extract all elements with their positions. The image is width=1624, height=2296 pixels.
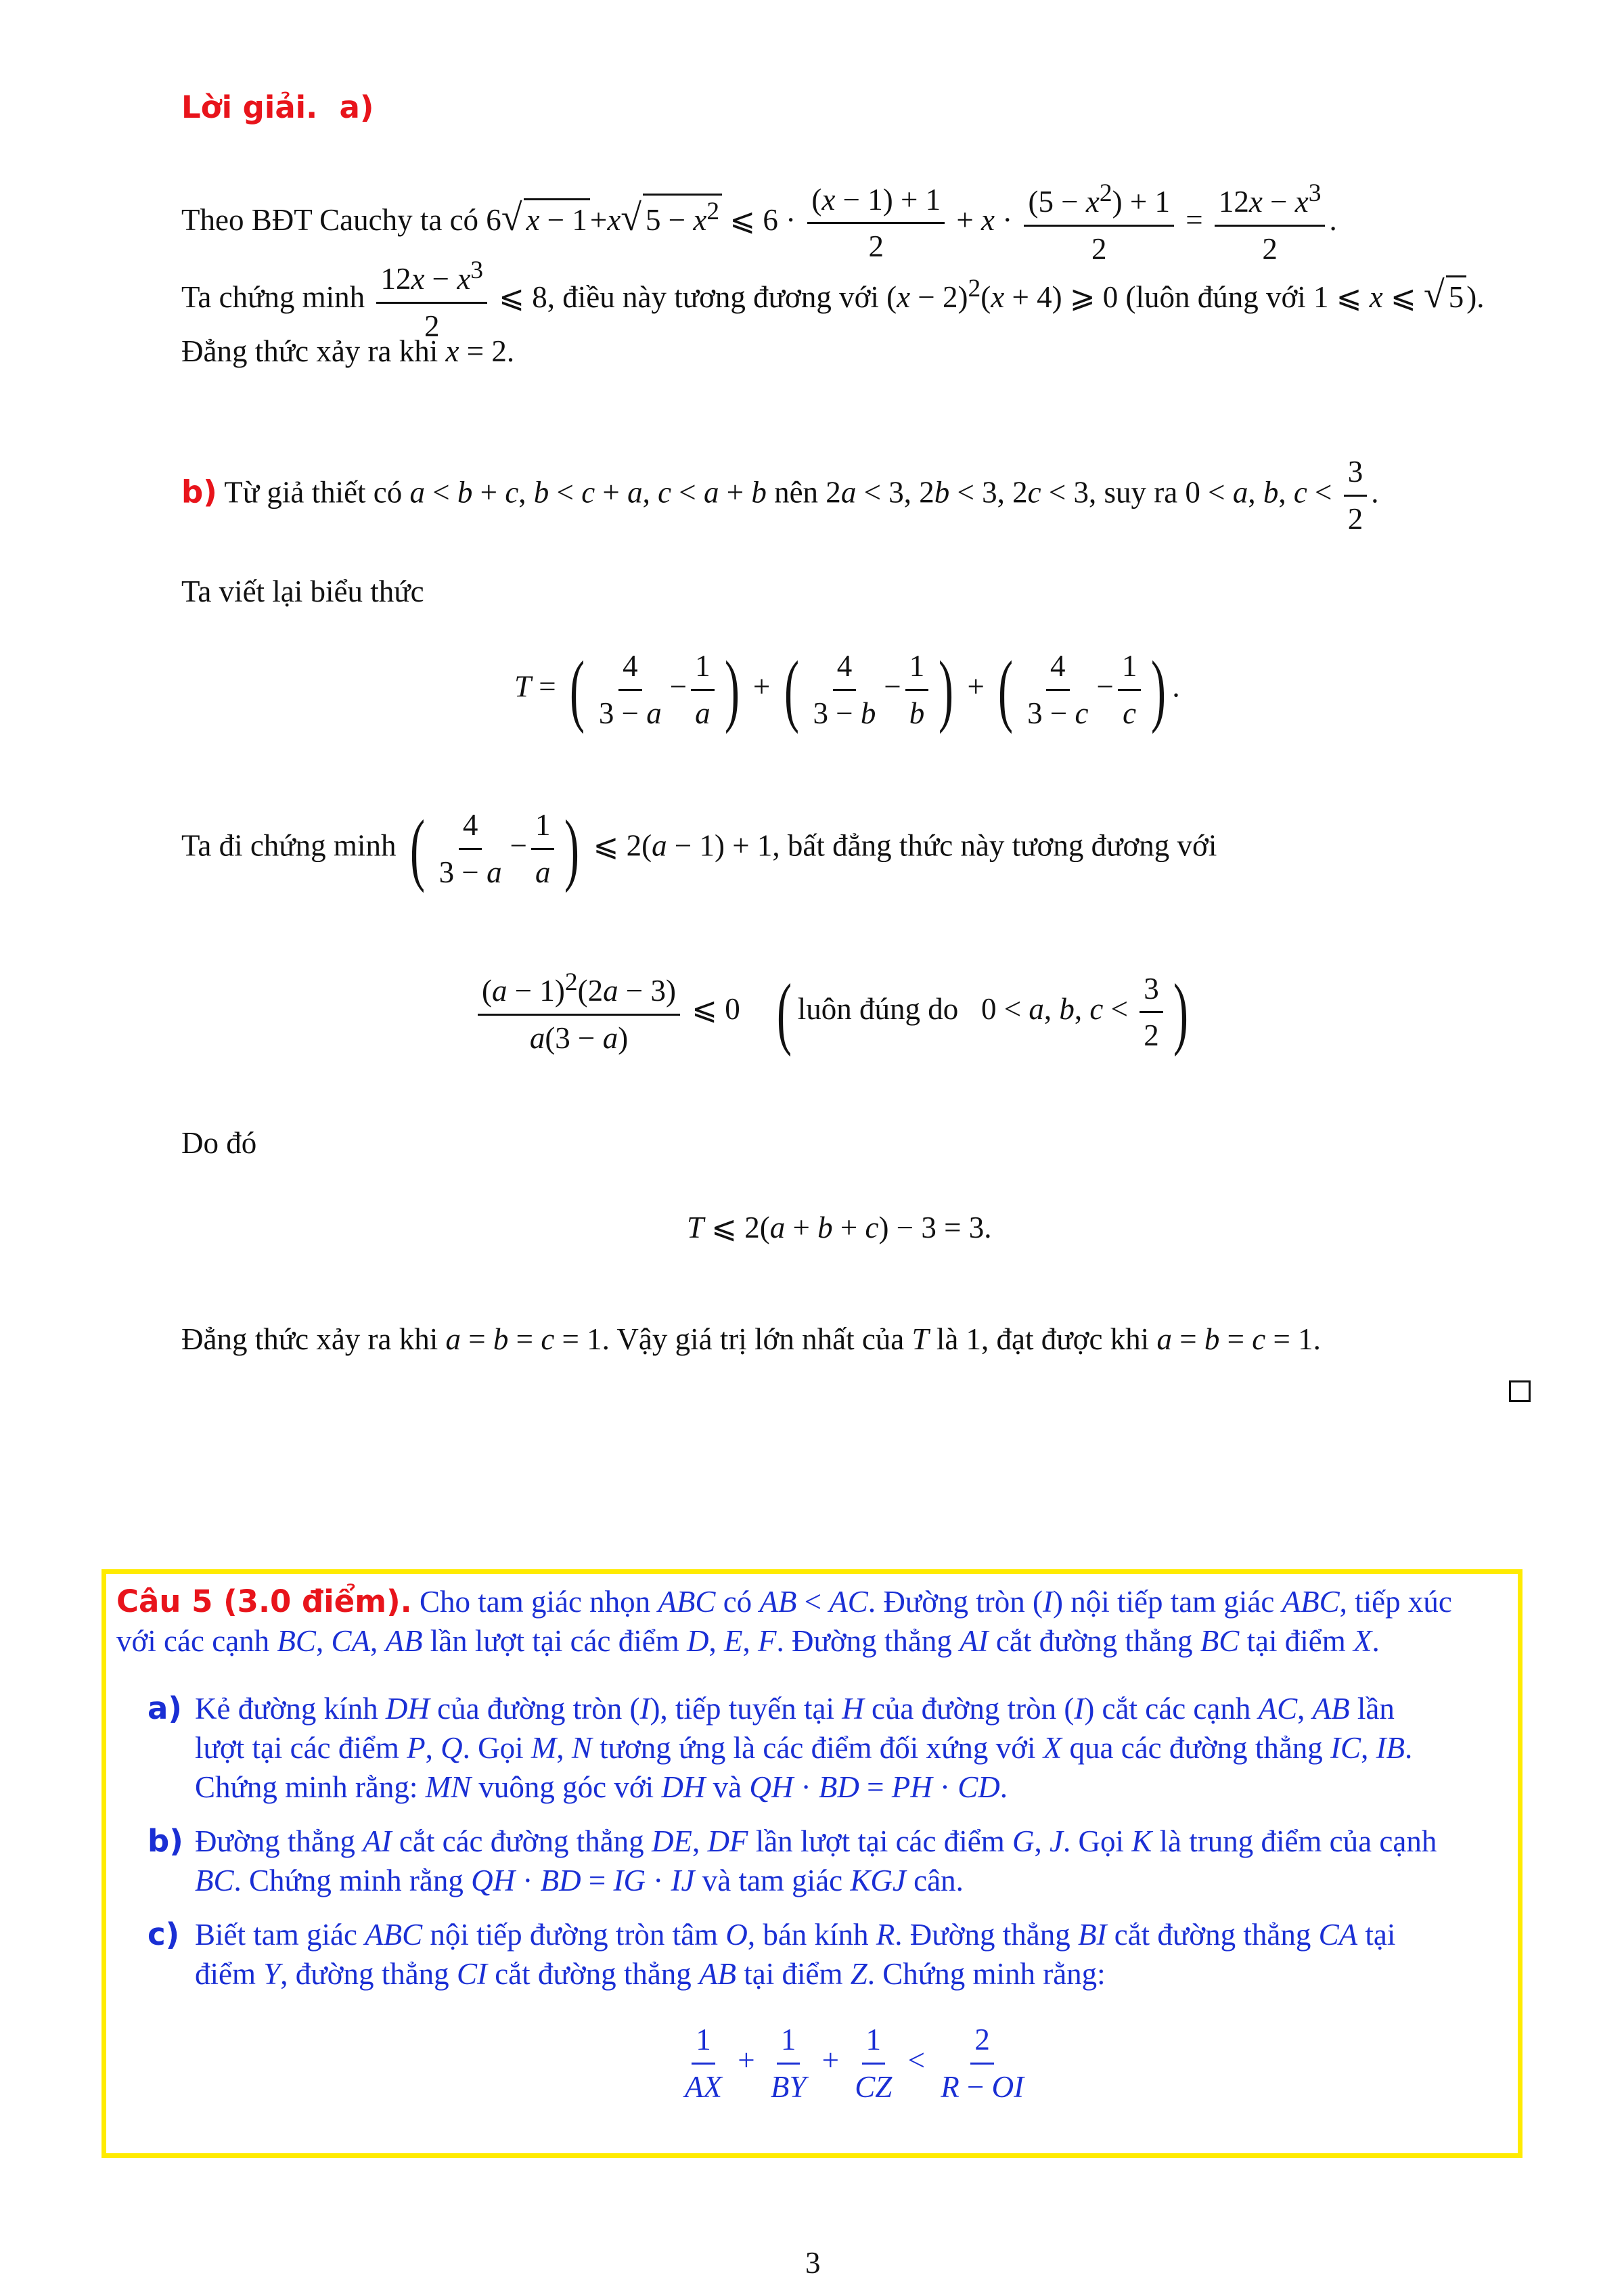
page-number: 3 [805, 2246, 821, 2280]
item-b-label: b) [148, 1823, 183, 1859]
a-line1-text: Theo BĐT Cauchy ta có 6√ x − 1+x√ $5 - x^2$ ⩽ 6 · [181, 203, 796, 237]
item-b-line-1: Đường thẳng AI cắt các đường thẳng DE, DF lần lượt tại các điểm G, J. Gọi K là trung điểm của cạnh [195, 1824, 1437, 1858]
item-a-label: a) [148, 1690, 182, 1726]
item-a-line-2: lượt tại các điểm P, Q. Gọi M, N tương ứng là các điểm đối xứng với X qua các đường thẳng IC, IB. [195, 1731, 1413, 1765]
problem-title: Câu 5 (3.0 điểm). [116, 1583, 412, 1619]
frac-a4: $\frac{12x - x^3}{2}$ [376, 254, 487, 346]
part-a-line-3: Đẳng thức xảy ra khi x = 2. [181, 334, 515, 368]
part-b-line-1: b) Từ giả thiết có a < b + c, b < c + a, c < a + b nên 2a < 3, 2b < 3, 2c < 3, suy ra 0 < a, b, c < $\frac{3}{2}$ . [181, 452, 1378, 539]
formula-T: T = ( $\frac{4}{3 - a}$ − $\frac{1}{a}$ ) + ( $\frac{4}{3 - b}$ − $\frac{1}{b}$ ) + ( $\frac{4}{3 - c}$ − $\frac{1}{c}$ ) . [514, 644, 1180, 734]
part-a-line-2: Ta chứng minh $\frac{12x - x^3}{2}$ ⩽ 8, điều này tương đương với $(x - 2)^2(x + 4)$ ⩾ 0 (luôn đúng với 1 ⩽ x ⩽ √ 5). [181, 254, 1484, 346]
part-b-marker: b) [181, 474, 217, 510]
item-a-line-1: Kẻ đường kính DH của đường tròn (I), tiếp tuyến tại H của đường tròn (I) cắt các cạnh AC, AB lần [195, 1692, 1395, 1726]
frac-b1: $\frac{3}{2}$ [1344, 452, 1368, 539]
frac-a1: $\frac{(x - 1) + 1}{2}$ [807, 180, 945, 267]
final-formula: $\frac{1}{AX}$ + $\frac{1}{BY}$ + $\frac{1}{CZ}$ < $\frac{2}{R - OI}$ [677, 2020, 1032, 2107]
qed-square [1509, 1380, 1531, 1402]
problem-intro-line-2: với các cạnh BC, CA, AB lần lượt tại các điểm D, E, F. Đường thẳng AI cắt đường thẳng BC tại điểm X. [116, 1624, 1380, 1658]
frac-a3: $\frac{12x - x^3}{2}$ [1215, 177, 1326, 269]
formula-T2: T ⩽ 2(a + b + c) − 3 = 3. [687, 1211, 992, 1244]
part-a-line-1: Theo BĐT Cauchy ta có 6√ x − 1+x√ $5 - x^2$ ⩽ 6 · $\frac{(x - 1) + 1}{2}$ + x · $\frac{(5 - x^2) + 1}{2}$ = $\frac{12x - x^3}{2}$ . [181, 177, 1337, 269]
part-b-line-5: Đẳng thức xảy ra khi a = b = c = 1. Vậy giá trị lớn nhất của T là 1, đạt được khi a = b = c = 1. [181, 1322, 1321, 1356]
problem-intro-line-1: Câu 5 (3.0 điểm). Cho tam giác nhọn ABC có AB < AC. Đường tròn (I) nội tiếp tam giác ABC, tiếp xúc [116, 1583, 1452, 1619]
part-b-line-4: Do đó [181, 1126, 257, 1160]
item-c-line-1: Biết tam giác ABC nội tiếp đường tròn tâm O, bán kính R. Đường thẳng BI cắt đường thẳng CA tại [195, 1918, 1396, 1952]
frac-a2: $\frac{(5 - x^2) + 1}{2}$ [1024, 177, 1173, 269]
item-b-line-2: BC. Chứng minh rằng QH · BD = IG · IJ và tam giác KGJ cân. [195, 1864, 964, 1897]
part-b-line-2: Ta viết lại biểu thức [181, 575, 424, 608]
part-b-line-3: Ta đi chứng minh ( $\frac{4}{3 - a}$ − $\frac{1}{a}$ ) ⩽ 2(a − 1) + 1, bất đẳng thức này tương đương với [181, 803, 1217, 893]
part-a-marker: a) [339, 89, 374, 125]
item-a-line-3: Chứng minh rằng: MN vuông góc với DH và QH · BD = PH · CD. [195, 1770, 1008, 1804]
solution-heading [181, 88, 374, 128]
heading-label: Lời giải. [181, 89, 318, 125]
item-c-label: c) [148, 1916, 180, 1952]
formula-equivalent: $\frac{(a - 1)^2(2a - 3)}{a(3 - a)}$ ⩽ 0 ( luôn đúng do 0 < a, b, c < $\frac{3}{2}$ ) [474, 966, 1194, 1058]
item-c-line-2: điểm Y, đường thẳng CI cắt đường thẳng AB tại điểm Z. Chứng minh rằng: [195, 1957, 1106, 1991]
